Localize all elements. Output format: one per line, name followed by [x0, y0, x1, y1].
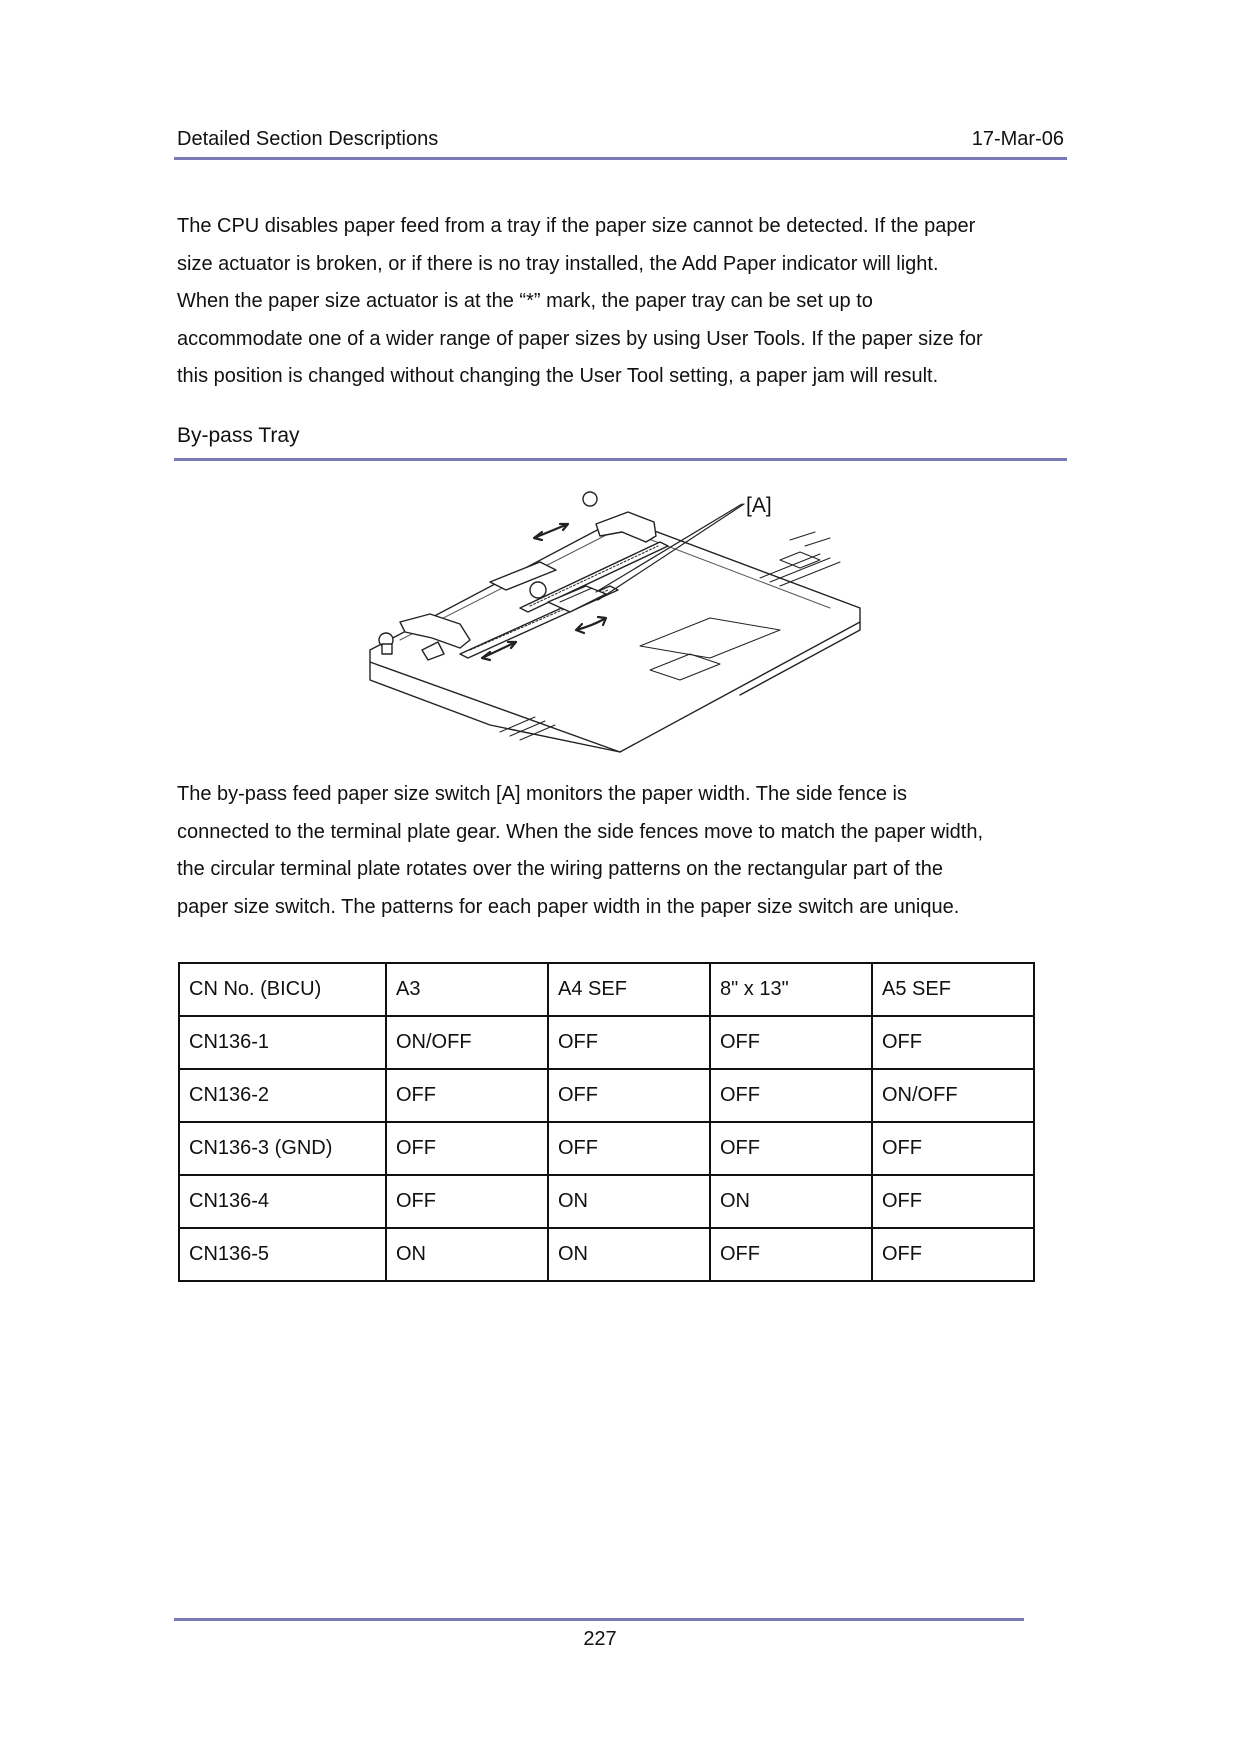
text-line: The by-pass feed paper size switch [A] monitors the paper width. The side fence is	[177, 783, 907, 805]
bypass-tray-figure	[360, 490, 880, 760]
table-header-cell: 8" x 13"	[710, 963, 872, 1016]
table-cell: OFF	[872, 1122, 1034, 1175]
table-cell: OFF	[548, 1122, 710, 1175]
table-header-cell: CN No. (BICU)	[179, 963, 386, 1016]
table-cell: CN136-4	[179, 1175, 386, 1228]
table-cell: ON/OFF	[872, 1069, 1034, 1122]
intro-paragraph	[177, 208, 1077, 396]
text-line: When the paper size actuator is at the “*” mark, the paper tray can be set up to	[177, 290, 873, 312]
subheading-bypass-tray: By-pass Tray	[177, 424, 300, 447]
table-cell: OFF	[710, 1016, 872, 1069]
text-line: The CPU disables paper feed from a tray if the paper size cannot be detected. If the paper	[177, 215, 976, 237]
table-cell: OFF	[872, 1175, 1034, 1228]
bypass-tray-illustration	[360, 490, 880, 760]
table-cell: OFF	[548, 1069, 710, 1122]
table-cell: CN136-5	[179, 1228, 386, 1281]
table-row	[179, 1122, 1034, 1175]
table-header-cell: A4 SEF	[548, 963, 710, 1016]
table-cell: ON	[710, 1175, 872, 1228]
paper-size-switch-table	[178, 962, 1035, 1282]
table-cell: OFF	[872, 1228, 1034, 1281]
table-header-cell: A3	[386, 963, 548, 1016]
table-header-row	[179, 963, 1034, 1016]
table-cell: OFF	[386, 1122, 548, 1175]
table-row	[179, 1228, 1034, 1281]
text-line: the circular terminal plate rotates over the wiring patterns on the rectangular part of the	[177, 858, 943, 880]
section-title: Detailed Section Descriptions	[177, 128, 439, 150]
table-cell: OFF	[872, 1016, 1034, 1069]
body-paragraph	[177, 776, 1077, 926]
table-cell: CN136-1	[179, 1016, 386, 1069]
table-cell: CN136-3 (GND)	[179, 1122, 386, 1175]
table-cell: OFF	[386, 1069, 548, 1122]
text-line: paper size switch. The patterns for each paper width in the paper size switch are unique.	[177, 895, 960, 918]
text-line: size actuator is broken, or if there is no tray installed, the Add Paper indicator will light.	[177, 252, 939, 275]
table-cell: ON	[548, 1175, 710, 1228]
table-cell: ON	[386, 1228, 548, 1281]
page-number: 227	[583, 1628, 617, 1650]
header-date: 17-Mar-06	[971, 128, 1064, 150]
table-cell: ON/OFF	[386, 1016, 548, 1069]
page-header	[177, 128, 1064, 158]
text-line: accommodate one of a wider range of paper sizes by using User Tools. If the paper size for	[177, 327, 983, 350]
text-line: this position is changed without changing the User Tool setting, a paper jam will result.	[177, 365, 939, 387]
text-line: connected to the terminal plate gear. When the side fences move to match the paper width,	[177, 820, 984, 843]
subheading-rule	[174, 458, 1067, 461]
figure-callout-a: [A]	[746, 494, 772, 517]
table-cell: CN136-2	[179, 1069, 386, 1122]
table-row	[179, 1016, 1034, 1069]
table-cell: OFF	[386, 1175, 548, 1228]
table-cell: OFF	[710, 1069, 872, 1122]
table-cell: OFF	[548, 1016, 710, 1069]
table-cell: OFF	[710, 1228, 872, 1281]
arrow-upper	[534, 524, 568, 540]
table-header-cell: A5 SEF	[872, 963, 1034, 1016]
table-row	[179, 1069, 1034, 1122]
footer-rule	[174, 1618, 1024, 1621]
table-cell: OFF	[710, 1122, 872, 1175]
table-cell: ON	[548, 1228, 710, 1281]
table-row	[179, 1175, 1034, 1228]
header-rule	[174, 157, 1067, 160]
